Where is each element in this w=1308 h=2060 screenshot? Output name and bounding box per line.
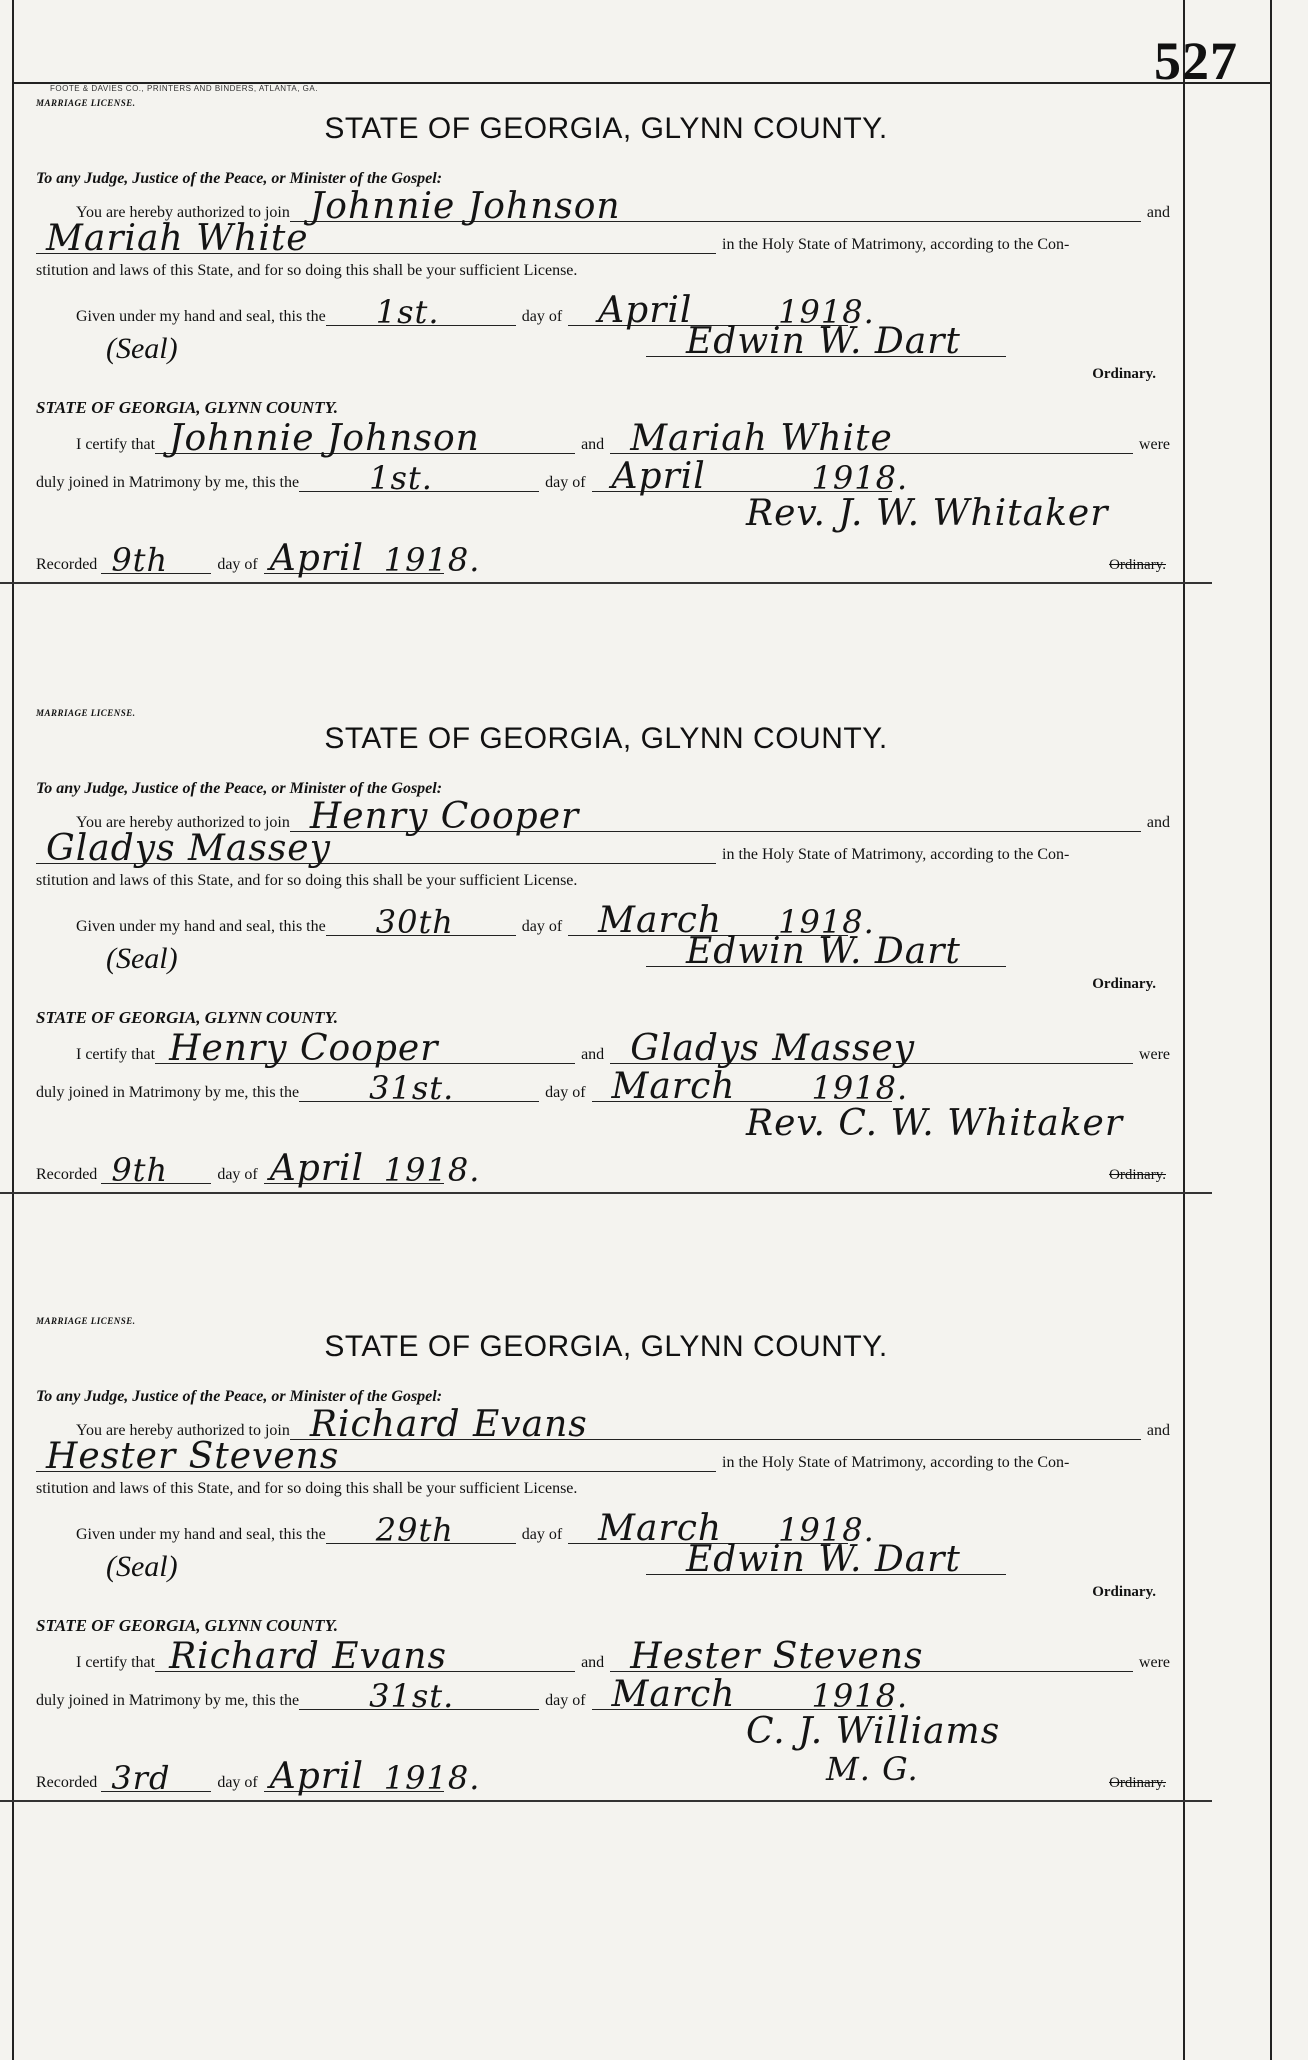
and-text: and [1146,1422,1170,1439]
married-month: March [611,1066,736,1107]
license-day: 1st. [375,293,440,331]
bride-name: Gladys Massey [46,828,331,869]
and-text: and [1146,204,1170,221]
recorded-day-field [101,541,211,579]
day-of-text: day of [521,1526,563,1543]
recorded-month: April [269,1148,365,1189]
authorized-line [36,186,1176,227]
state-title: STATE OF GEORGIA, GLYNN COUNTY. [324,112,888,145]
bride-field [36,828,716,869]
license-year: 1918. [778,903,875,941]
authorized-text: You are hereby authorized to join [76,814,290,831]
married-year: 1918. [811,459,909,497]
authorized-text: You are hereby authorized to join [76,1422,290,1439]
recorded-line [36,1146,1176,1189]
license-day-field [326,903,516,941]
cert-bride-field [610,1028,1133,1069]
recorded-day: 9th [111,541,169,579]
to-any-line [36,154,1176,188]
duly-joined-text: duly joined in Matrimony by me, this the [36,1692,300,1709]
marriage-license-label: MARRIAGE LICENSE. [36,1316,136,1326]
marriage-record-1 [36,90,1176,584]
married-day-of-text: day of [545,474,586,491]
state-title: STATE OF GEORGIA, GLYNN COUNTY. [324,722,888,755]
married-year: 1918. [811,1677,909,1715]
outer-right-line [1270,0,1272,2060]
page-number: 527 [1154,31,1238,91]
ordinary-signature: Edwin W. Dart [686,1539,961,1580]
officiant-row [36,1102,1176,1146]
cert-groom-field [155,418,575,459]
stitution-text: stitution and laws of this State, and for so doing this shall be your sufficient License. [36,872,578,889]
cert-groom: Johnnie Johnson [169,418,480,459]
cert-groom-field [155,1028,575,1069]
bride-name: Mariah White [46,218,309,259]
married-month: March [611,1674,736,1715]
marriage-record-2 [36,700,1176,1194]
seal-mark: (Seal) [106,942,178,975]
married-month-field [592,1066,909,1107]
groom-name: Johnnie Johnson [309,186,621,227]
stitution-line [36,254,1176,280]
married-day-of-text: day of [545,1692,586,1709]
married-year: 1918. [811,1069,909,1107]
license-day: 30th [375,903,454,941]
cert-state-title: STATE OF GEORGIA, GLYNN COUNTY. [36,398,338,417]
stitution-line [36,1472,1176,1498]
license-month: March [598,1508,723,1549]
cert-bride: Mariah White [630,418,893,459]
record-separator [0,1192,1212,1194]
recorded-line [36,536,1176,579]
officiant-row [36,1710,1176,1754]
recorded-month: April [269,538,365,579]
state-title: STATE OF GEORGIA, GLYNN COUNTY. [324,1330,888,1363]
holy-state-text: in the Holy State of Matrimony, according to the Con- [722,846,1070,863]
cert-bride: Hester Stevens [630,1636,924,1677]
recorded-day-of-text: day of [217,1774,258,1791]
marriage-license-label: MARRIAGE LICENSE. [36,98,136,108]
stitution-text: stitution and laws of this State, and for so doing this shall be your sufficient License. [36,262,578,279]
authorized-line [36,1404,1176,1445]
bride-name: Hester Stevens [46,1436,340,1477]
record-separator [0,582,1212,584]
ordinary-signature-field [646,931,1006,972]
cert-groom-field [155,1636,575,1677]
holy-state-text: in the Holy State of Matrimony, according to the Con- [722,1454,1070,1471]
duly-joined-line [36,454,1176,497]
recorded-month: April [269,1756,365,1797]
recorded-day-of-text: day of [217,556,258,573]
married-day-field [299,1069,539,1107]
recorded-day-field [101,1151,211,1189]
bride-line [36,1436,1176,1477]
marriage-record-3 [36,1308,1176,1802]
married-month-field [592,456,909,497]
were-text: were [1138,1046,1170,1063]
to-any-line [36,1372,1176,1406]
cert-state-line [36,388,1176,418]
officiant-signature: Rev. C. W. Whitaker [746,1103,1124,1144]
day-of-text: day of [521,308,563,325]
groom-field [290,796,1141,837]
ordinary-signature: Edwin W. Dart [686,931,961,972]
cert-groom: Richard Evans [169,1636,447,1677]
stitution-text: stitution and laws of this State, and for so doing this shall be your sufficient License. [36,1480,578,1497]
license-day-field [326,1511,516,1549]
cert-state-line [36,998,1176,1028]
bride-field [36,218,716,259]
married-day-field [299,1677,539,1715]
cert-and-text: and [581,1046,605,1063]
holy-state-text: in the Holy State of Matrimony, according to the Con- [722,236,1070,253]
left-margin-line [12,0,14,2060]
officiant-row [36,492,1176,536]
married-day-field [299,459,539,497]
license-signature-row [36,931,1176,998]
officiant-title: M. G. [826,1750,919,1788]
day-of-text: day of [521,918,563,935]
authorized-text: You are hereby authorized to join [76,204,290,221]
given-text: Given under my hand and seal, this the [76,308,326,325]
ordinary-signature: Edwin W. Dart [686,321,961,362]
ordinary-signature-field [646,1539,1006,1580]
bride-line [36,218,1176,259]
given-line [36,280,1176,331]
cert-state-title: STATE OF GEORGIA, GLYNN COUNTY. [36,1008,338,1027]
certify-line [36,418,1176,459]
recorded-line [36,1750,1176,1797]
were-text: were [1138,1654,1170,1671]
recorded-year: 1918. [383,541,481,579]
license-year: 1918. [778,293,875,331]
stitution-line [36,864,1176,890]
duly-joined-text: duly joined in Matrimony by me, this the [36,1084,300,1101]
given-line [36,1498,1176,1549]
cert-groom: Henry Cooper [169,1028,439,1069]
marriage-license-label: MARRIAGE LICENSE. [36,708,136,718]
certify-line [36,1028,1176,1069]
recorded-day-field [101,1759,211,1797]
groom-field [290,186,1141,227]
cert-bride: Gladys Massey [630,1028,916,1069]
authorized-line [36,796,1176,837]
cert-bride-field [610,418,1133,459]
cert-state-title: STATE OF GEORGIA, GLYNN COUNTY. [36,1616,338,1635]
license-signature-row [36,321,1176,388]
given-text: Given under my hand and seal, this the [76,918,326,935]
seal-mark: (Seal) [106,332,178,365]
certify-line [36,1636,1176,1677]
ordinary-label: Ordinary. [1092,1584,1156,1600]
bride-field [36,1436,716,1477]
license-year: 1918. [778,1511,875,1549]
i-certify-text: I certify that [76,1046,156,1063]
recorded-text: Recorded [36,1774,98,1791]
bride-line [36,828,1176,869]
license-day: 29th [375,1511,454,1549]
record-header [36,90,1176,154]
to-any-line [36,764,1176,798]
printer-imprint: FOOTE & DAVIES CO., PRINTERS AND BINDERS, ATLANTA, GA. [50,84,318,93]
groom-name: Henry Cooper [309,796,580,837]
and-text: and [1146,814,1170,831]
i-certify-text: I certify that [76,1654,156,1671]
recorded-ordinary-label: Ordinary. [1109,557,1166,573]
groom-name: Richard Evans [309,1404,588,1445]
right-margin-line [1183,0,1185,2060]
license-month: April [598,290,693,331]
duly-joined-text: duly joined in Matrimony by me, this the [36,474,300,491]
were-text: were [1138,436,1170,453]
married-month-field [592,1674,909,1715]
seal-mark: (Seal) [106,1550,178,1583]
i-certify-text: I certify that [76,436,156,453]
record-header [36,700,1176,764]
duly-joined-line [36,1672,1176,1715]
license-signature-row [36,1539,1176,1606]
cert-state-line [36,1606,1176,1636]
recorded-year: 1918. [383,1759,481,1797]
married-day: 31st. [369,1677,455,1715]
record-separator [0,1800,1212,1802]
to-any-text: To any Judge, Justice of the Peace, or Minister of the Gospel: [36,780,443,797]
record-header [36,1308,1176,1372]
given-line [36,890,1176,941]
ordinary-label: Ordinary. [1092,976,1156,992]
officiant-signature: C. J. Williams [746,1711,1001,1752]
to-any-text: To any Judge, Justice of the Peace, or Minister of the Gospel: [36,170,443,187]
married-day: 31st. [369,1069,455,1107]
recorded-month-field [264,1148,481,1189]
ordinary-label: Ordinary. [1092,366,1156,382]
ordinary-signature-field [646,321,1006,362]
cert-and-text: and [581,436,605,453]
recorded-ordinary-label: Ordinary. [1109,1775,1166,1791]
married-day: 1st. [369,459,433,497]
recorded-day: 9th [111,1151,169,1189]
groom-field [290,1404,1141,1445]
officiant-signature: Rev. J. W. Whitaker [746,493,1109,534]
recorded-day: 3rd [111,1759,171,1797]
license-day-field [326,293,516,331]
given-text: Given under my hand and seal, this the [76,1526,326,1543]
married-month: April [611,456,706,497]
recorded-text: Recorded [36,1166,98,1183]
recorded-text: Recorded [36,556,98,573]
cert-bride-field [610,1636,1133,1677]
recorded-month-field [264,538,481,579]
to-any-text: To any Judge, Justice of the Peace, or Minister of the Gospel: [36,1388,443,1405]
license-month: March [598,900,723,941]
recorded-ordinary-label: Ordinary. [1109,1167,1166,1183]
recorded-month-field [264,1756,481,1797]
duly-joined-line [36,1064,1176,1107]
recorded-day-of-text: day of [217,1166,258,1183]
recorded-year: 1918. [383,1151,481,1189]
married-day-of-text: day of [545,1084,586,1101]
cert-and-text: and [581,1654,605,1671]
